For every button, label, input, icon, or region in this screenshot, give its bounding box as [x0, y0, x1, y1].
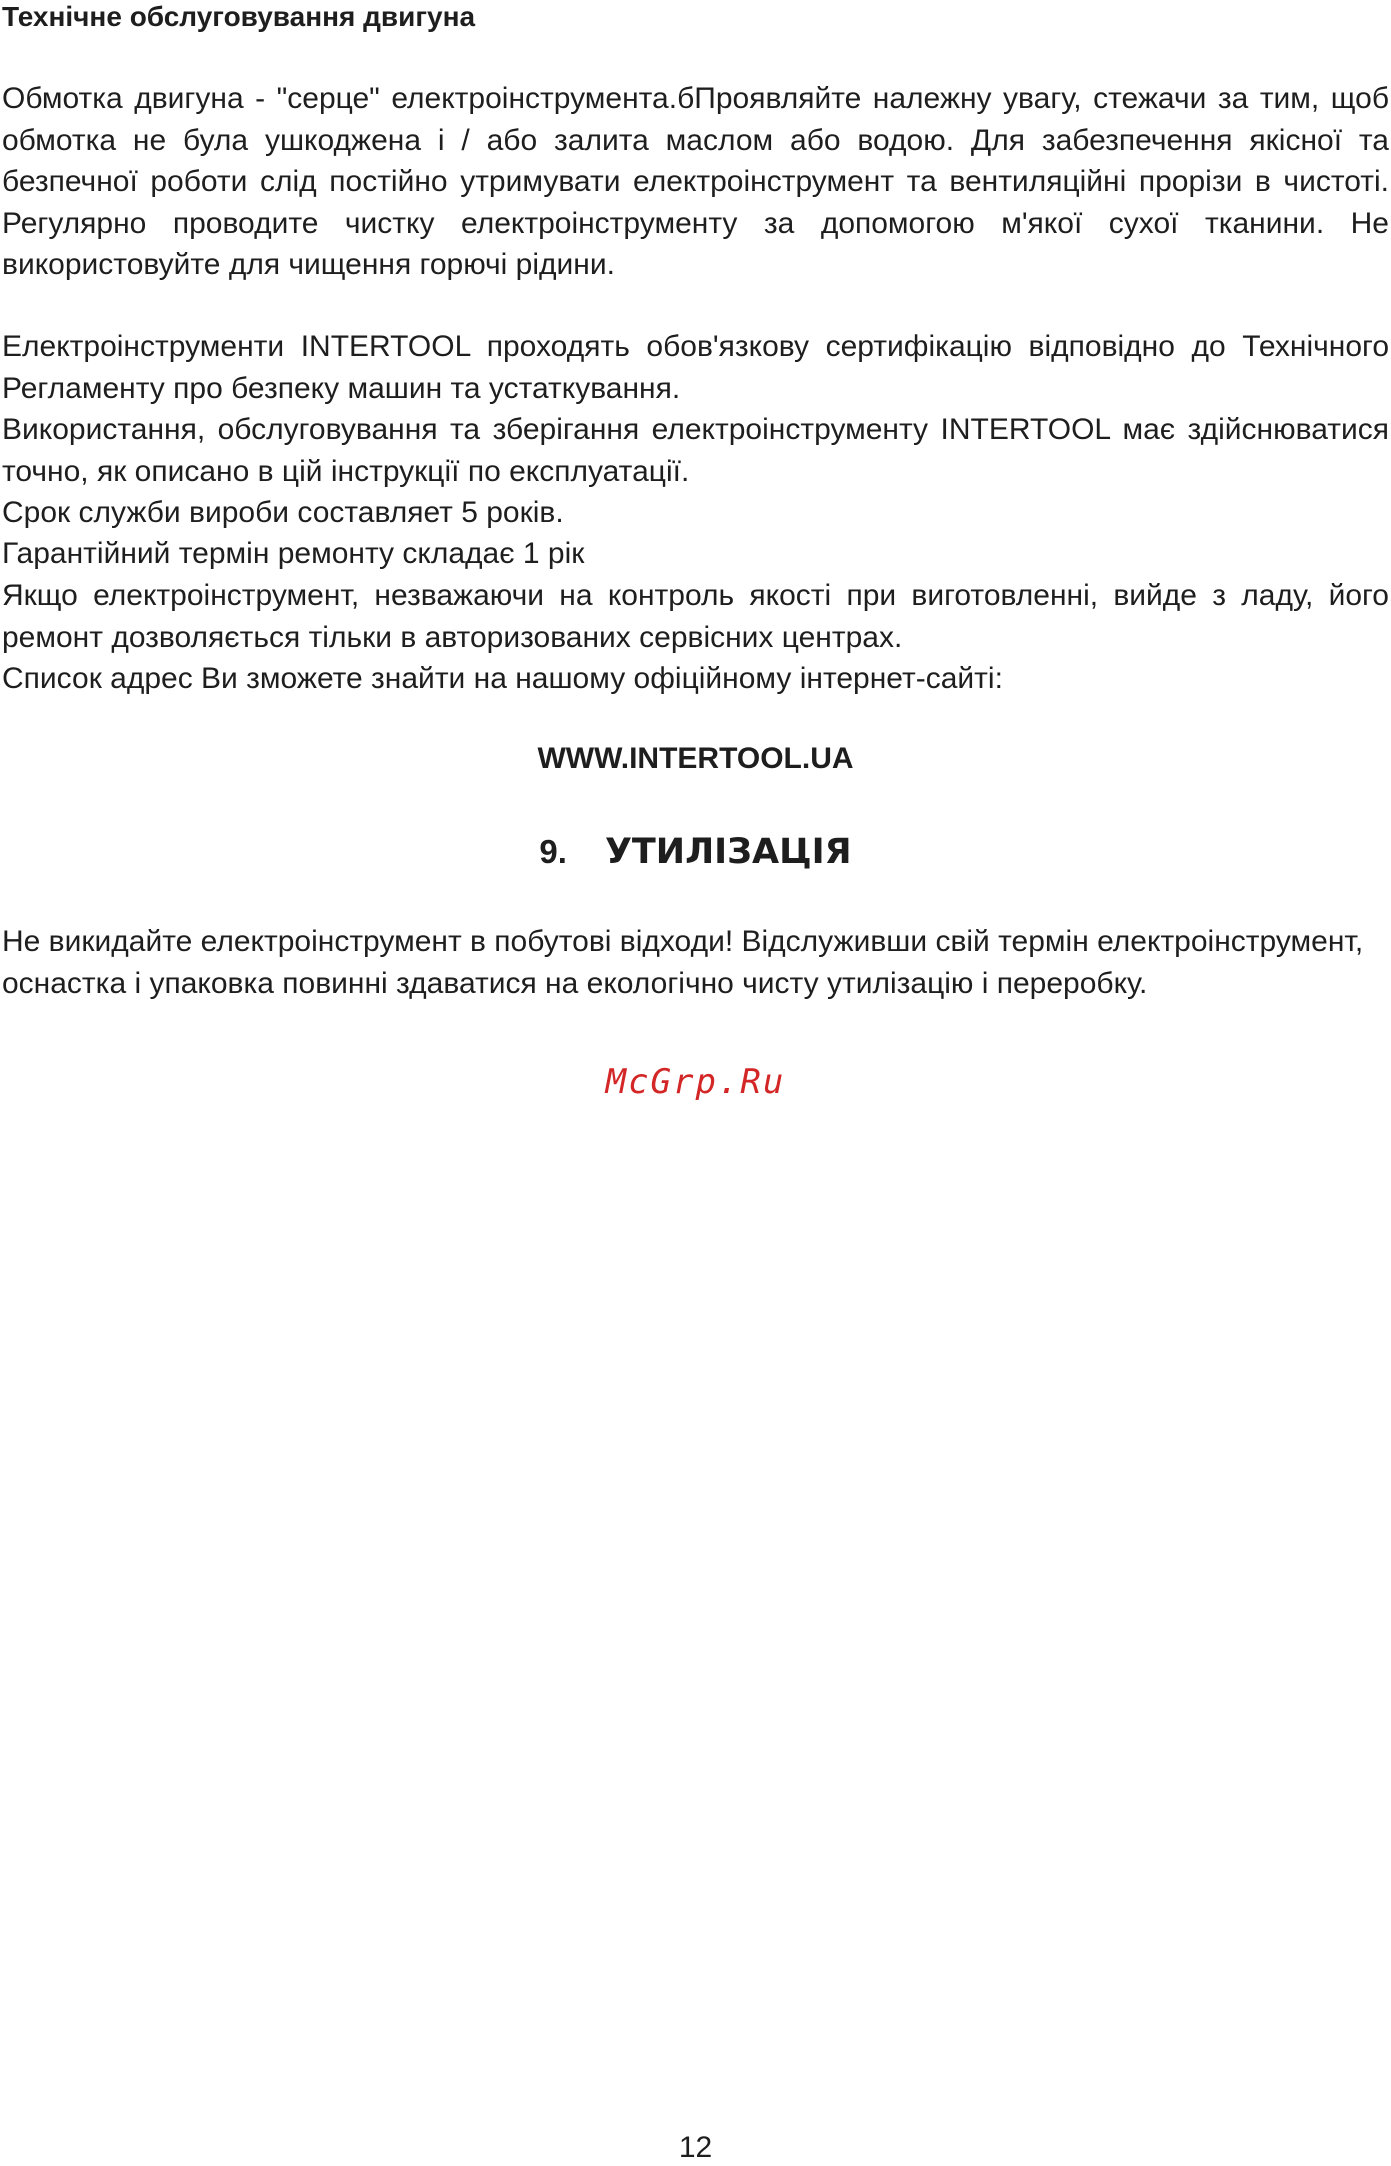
paragraph-certification: Електроінструменти INTERTOOL проходять обов'язкову сертифікацію відповідно до Технічного Регламенту про безпеку машин та устаткування.	[2, 330, 1389, 405]
paragraph-service-life: Срок служби вироби составляет 5 років.	[2, 496, 564, 529]
document-page	[2, 0, 1389, 2166]
paragraph-disposal: Не викидайте електроінструмент в побутові відходи! Відслуживши свій термін електроінструмент, оснастка і упаковка повинні здаватися на екологічно чисту утилізацію і переробку.	[2, 925, 1364, 1000]
chapter-heading	[2, 828, 1389, 875]
paragraph-address-list: Список адрес Ви зможете знайти на нашому офіційному інтернет-сайті:	[2, 662, 1003, 695]
website-link[interactable]: WWW.INTERTOOL.UA	[537, 742, 854, 775]
watermark-text: McGrp.Ru	[605, 1062, 786, 1102]
section-title: Технічне обслуговування двигуна	[2, 1, 476, 32]
chapter-number: 9.	[539, 833, 567, 870]
paragraph-usage: Використання, обслуговування та зберігання електроінструменту INTERTOOL має здійснюватися точно, як описано в цій інструкції по експлуатації.	[2, 413, 1389, 488]
paragraph-warranty: Гарантійний термін ремонту складає 1 рік	[2, 537, 585, 570]
chapter-title: УТИЛІЗАЦІЯ	[604, 832, 852, 872]
paragraph-repair: Якщо електроінструмент, незважаючи на контроль якості при виготовленні, вийде з ладу, його ремонт дозволяється тільки в авторизованих сервісних центрах.	[2, 579, 1389, 654]
paragraph-motor-care: Обмотка двигуна - "серце" електроінструмента.бПроявляйте належну увагу, стежачи за тим, щоб обмотка не була ушкоджена і / або залита маслом або водою. Для забезпечення якісної та безпечної роботи слід постійно утримувати електроінструмент та вентиляційні прорізи в чистоті. Регулярно проводите чистку електроінструменту за допомогою м'якої сухої тканини. Не використовуйте для чищення горючі рідини.	[2, 82, 1389, 281]
page-number: 12	[678, 2131, 713, 2164]
